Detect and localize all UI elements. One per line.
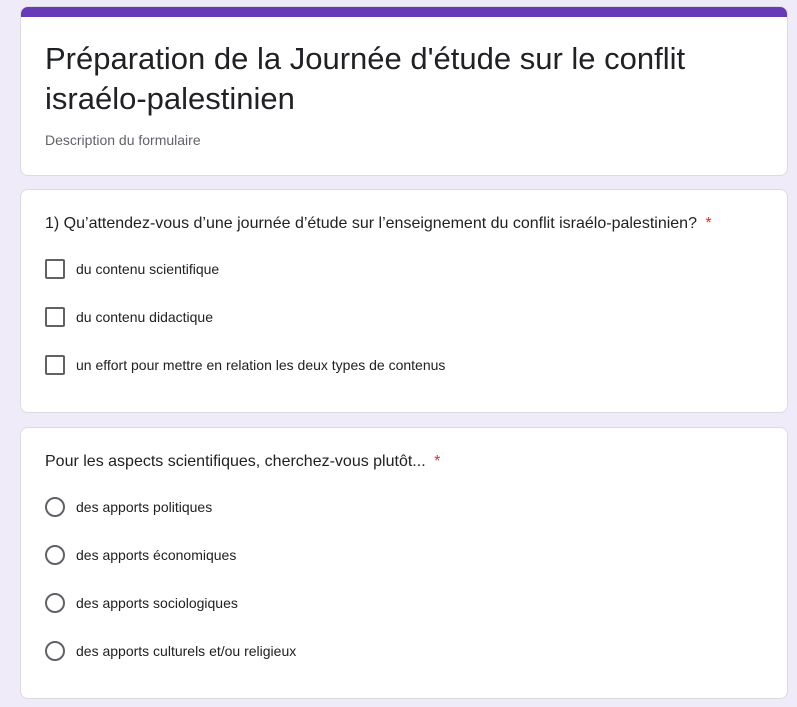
radio-option[interactable] xyxy=(45,543,236,567)
checkbox-option[interactable] xyxy=(45,257,219,281)
checkbox-option[interactable] xyxy=(45,305,213,329)
option-label: des apports économiques xyxy=(76,547,237,563)
radio-button[interactable] xyxy=(45,593,65,613)
required-asterisk: * xyxy=(434,453,441,470)
radio-button[interactable] xyxy=(45,497,65,517)
question-title xyxy=(45,215,712,233)
option-label: du contenu scientifique xyxy=(76,261,220,277)
question-card-2 xyxy=(20,427,788,699)
form-description: Description du formulaire xyxy=(45,132,201,148)
question-title-text: 1) Qu’attendez-vous d’une journée d’étude sur l’enseignement du conflit israélo-palestinien? xyxy=(45,215,697,232)
option-label: des apports politiques xyxy=(76,499,213,515)
radio-option[interactable] xyxy=(45,639,296,663)
radio-button[interactable] xyxy=(45,641,65,661)
radio-option[interactable] xyxy=(45,495,212,519)
checkbox-option[interactable] xyxy=(45,353,445,377)
option-label: un effort pour mettre en relation les deux types de contenus xyxy=(76,357,446,373)
checkbox[interactable] xyxy=(45,307,65,327)
form-title: Préparation de la Journée d'étude sur le conflit israélo-palestinien xyxy=(45,41,686,116)
option-label: des apports culturels et/ou religieux xyxy=(76,643,297,659)
header-accent-band xyxy=(21,7,787,17)
radio-option[interactable] xyxy=(45,591,238,615)
question-title-text: Pour les aspects scientifiques, cherchez-vous plutôt... xyxy=(45,453,426,470)
form-header-card xyxy=(20,6,788,176)
option-label: du contenu didactique xyxy=(76,309,213,325)
question-card-1 xyxy=(20,189,788,413)
checkbox[interactable] xyxy=(45,259,65,279)
option-label: des apports sociologiques xyxy=(76,595,238,611)
question-title xyxy=(45,453,440,471)
radio-button[interactable] xyxy=(45,545,65,565)
required-asterisk: * xyxy=(705,215,712,232)
checkbox[interactable] xyxy=(45,355,65,375)
